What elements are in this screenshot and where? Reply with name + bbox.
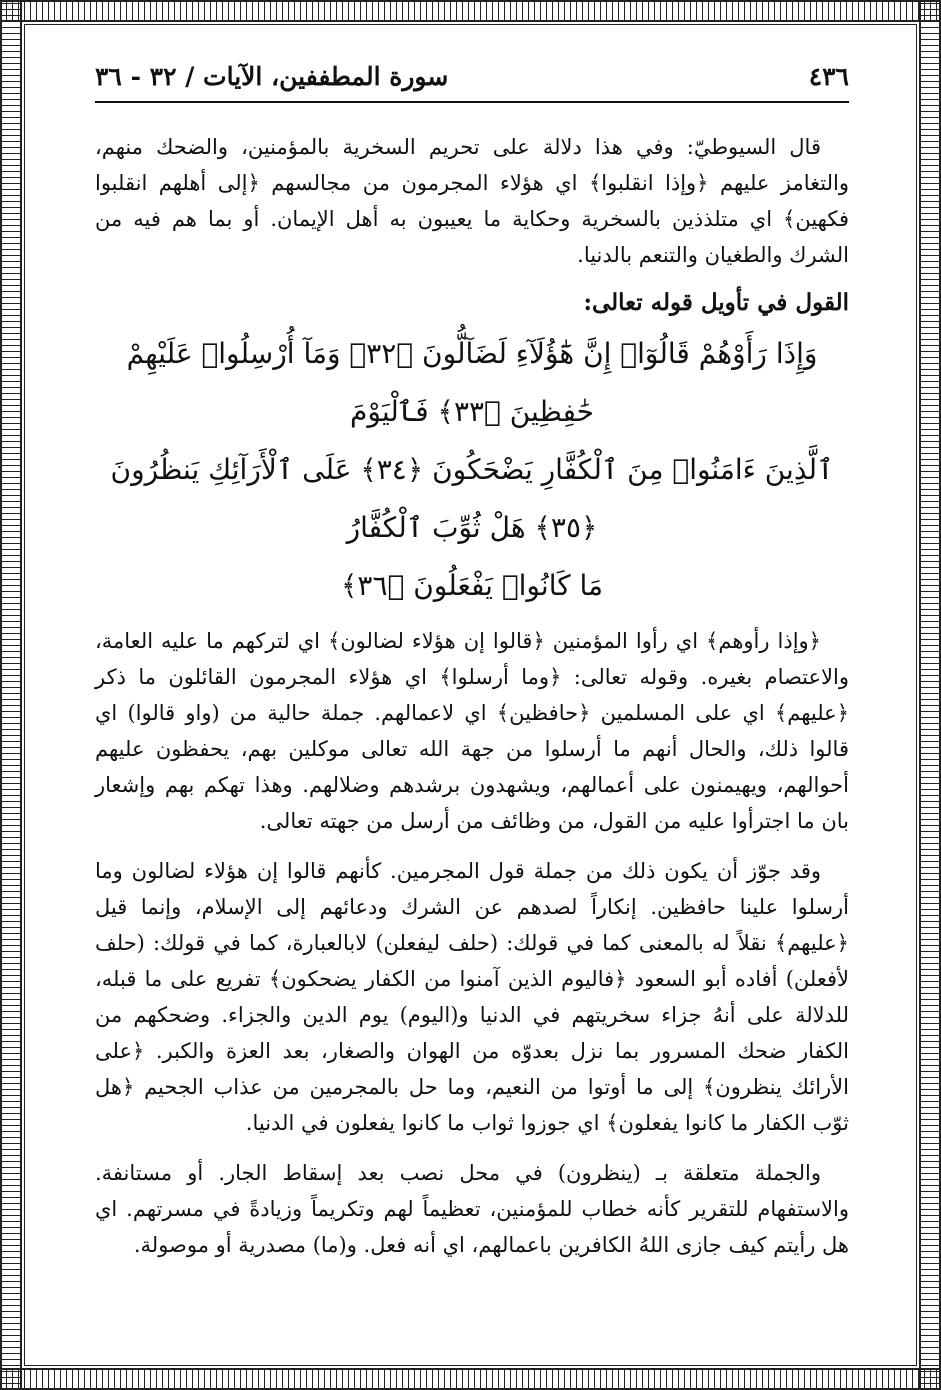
section-heading: القول في تأويل قوله تعالى: <box>583 289 849 316</box>
border-right-ornament <box>919 0 941 1390</box>
page-content <box>95 62 849 1263</box>
verse-line: وَإِذَا رَأَوْهُمْ قَالُوٓا۟ إِنَّ هَٰٓؤُلَآءِ لَضَآلُّونَ ﴿٣٢﴾ وَمَآ أُرْسِلُوا۟ عَلَيْهِمْ حَٰفِظِينَ ﴿٣٣﴾ فَٱلْيَوْمَ <box>126 337 818 428</box>
paragraph: قال السيوطيّ: وفي هذا دلالة على تحريم السخرية بالمؤمنين، والضحك منهم، والتغامز عليهم ﴿وإذا انقلبوا﴾ اي هؤلاء المجرمون من مجالسهم ﴿إلى أهلهم انقلبوا فكهين﴾ اي متلذذين بالسخرية وحكاية ما يعيبون به أهل الإيمان. أو بما هم فيه من الشرك والطغيان والتنعم بالدنيا. <box>95 135 849 267</box>
border-bottom-ornament <box>0 1368 941 1390</box>
paragraph: ﴿وإذا رأوهم﴾ اي رأوا المؤمنين ﴿قالوا إن هؤلاء لضالون﴾ اي لتركهم ما عليه العامة، والاعتصام بغيره. وقوله تعالى: ﴿وما أرسلوا﴾ اي هؤلاء المجرمون القائلون ما ذكر ﴿عليهم﴾ اي على المسلمين ﴿حافظين﴾ اي لاعمالهم. جملة حالية من (واو قالوا) اي قالوا ذلك، والحال أنهم ما أرسلوا من جهة الله تعالى موكلين بهم، يحفظون عليهم أحوالهم، ويهيمنون على أعمالهم، ويشهدون برشدهم وضلالهم. وهذا تهكم بهم وإشعار بان ما اجترأوا عليه من القول، من وظائف من أرسل من جهته تعالى. <box>95 629 849 833</box>
verse-line: مَا كَانُوا۟ يَفْعَلُونَ ﴿٣٦﴾ <box>341 569 603 602</box>
verse-line: ٱلَّذِينَ ءَامَنُوا۟ مِنَ ٱلْكُفَّارِ يَضْحَكُونَ ﴿٣٤﴾ عَلَى ٱلْأَرَآئِكِ يَنظُرُونَ ﴿٣٥﴾ هَلْ ثُوِّبَ ٱلْكُفَّارُ <box>110 453 834 544</box>
body-text <box>95 129 849 1263</box>
border-top-ornament <box>0 0 941 22</box>
paragraph: والجملة متعلقة بـ (ينظرون) في محل نصب بعد إسقاط الجار. أو مستانفة. والاستفهام للتقرير كأنه خطاب للمؤمنين، تعظيماً لهم وتكريماً وزيادةً في مسرتهم. اي هل رأيتم كيف جازى اللهُ الكافرين باعمالهم، اي أنه فعل. و(ما) مصدرية أو موصولة. <box>95 1161 849 1257</box>
page-number: ٤٣٦ <box>808 62 849 91</box>
paragraph: وقد جوّز أن يكون ذلك من جملة قول المجرمين. كأنهم قالوا إن هؤلاء لضالون وما أرسلوا علينا حافظين. إنكاراً لصدهم عن الشرك ودعائهم إلى الإسلام، وإنما قيل ﴿عليهم﴾ نقلاً له بالمعنى كما في قولك: (حلف ليفعلن) لابالعبارة، كما في قولك: (حلف لأفعلن) أفاده أبو السعود ﴿فاليوم الذين آمنوا من الكفار يضحكون﴾ تفريع على ما قبله، للدلالة على أنهُ جزاء سخريتهم في الدنيا و(اليوم) يوم الدين والجزاء. وضحكهم من الكفار ضحك المسرور بما نزل بعدوّه من الهوان والصغار، بعد العزة والكبر. ﴿على الأرائك ينظرون﴾ إلى ما أوتوا من النعيم، وما حل بالمجرمين من عذاب الجحيم ﴿هل ثوّب الكفار ما كانوا يفعلون﴾ اي جوزوا ثواب ما كانوا يفعلون في الدنيا. <box>95 859 849 1135</box>
running-header <box>95 62 849 103</box>
surah-title: سورة المطففين، الآيات / ٣٢ - ٣٦ <box>95 62 449 91</box>
quran-verses <box>95 325 849 615</box>
border-left-ornament <box>0 0 22 1390</box>
